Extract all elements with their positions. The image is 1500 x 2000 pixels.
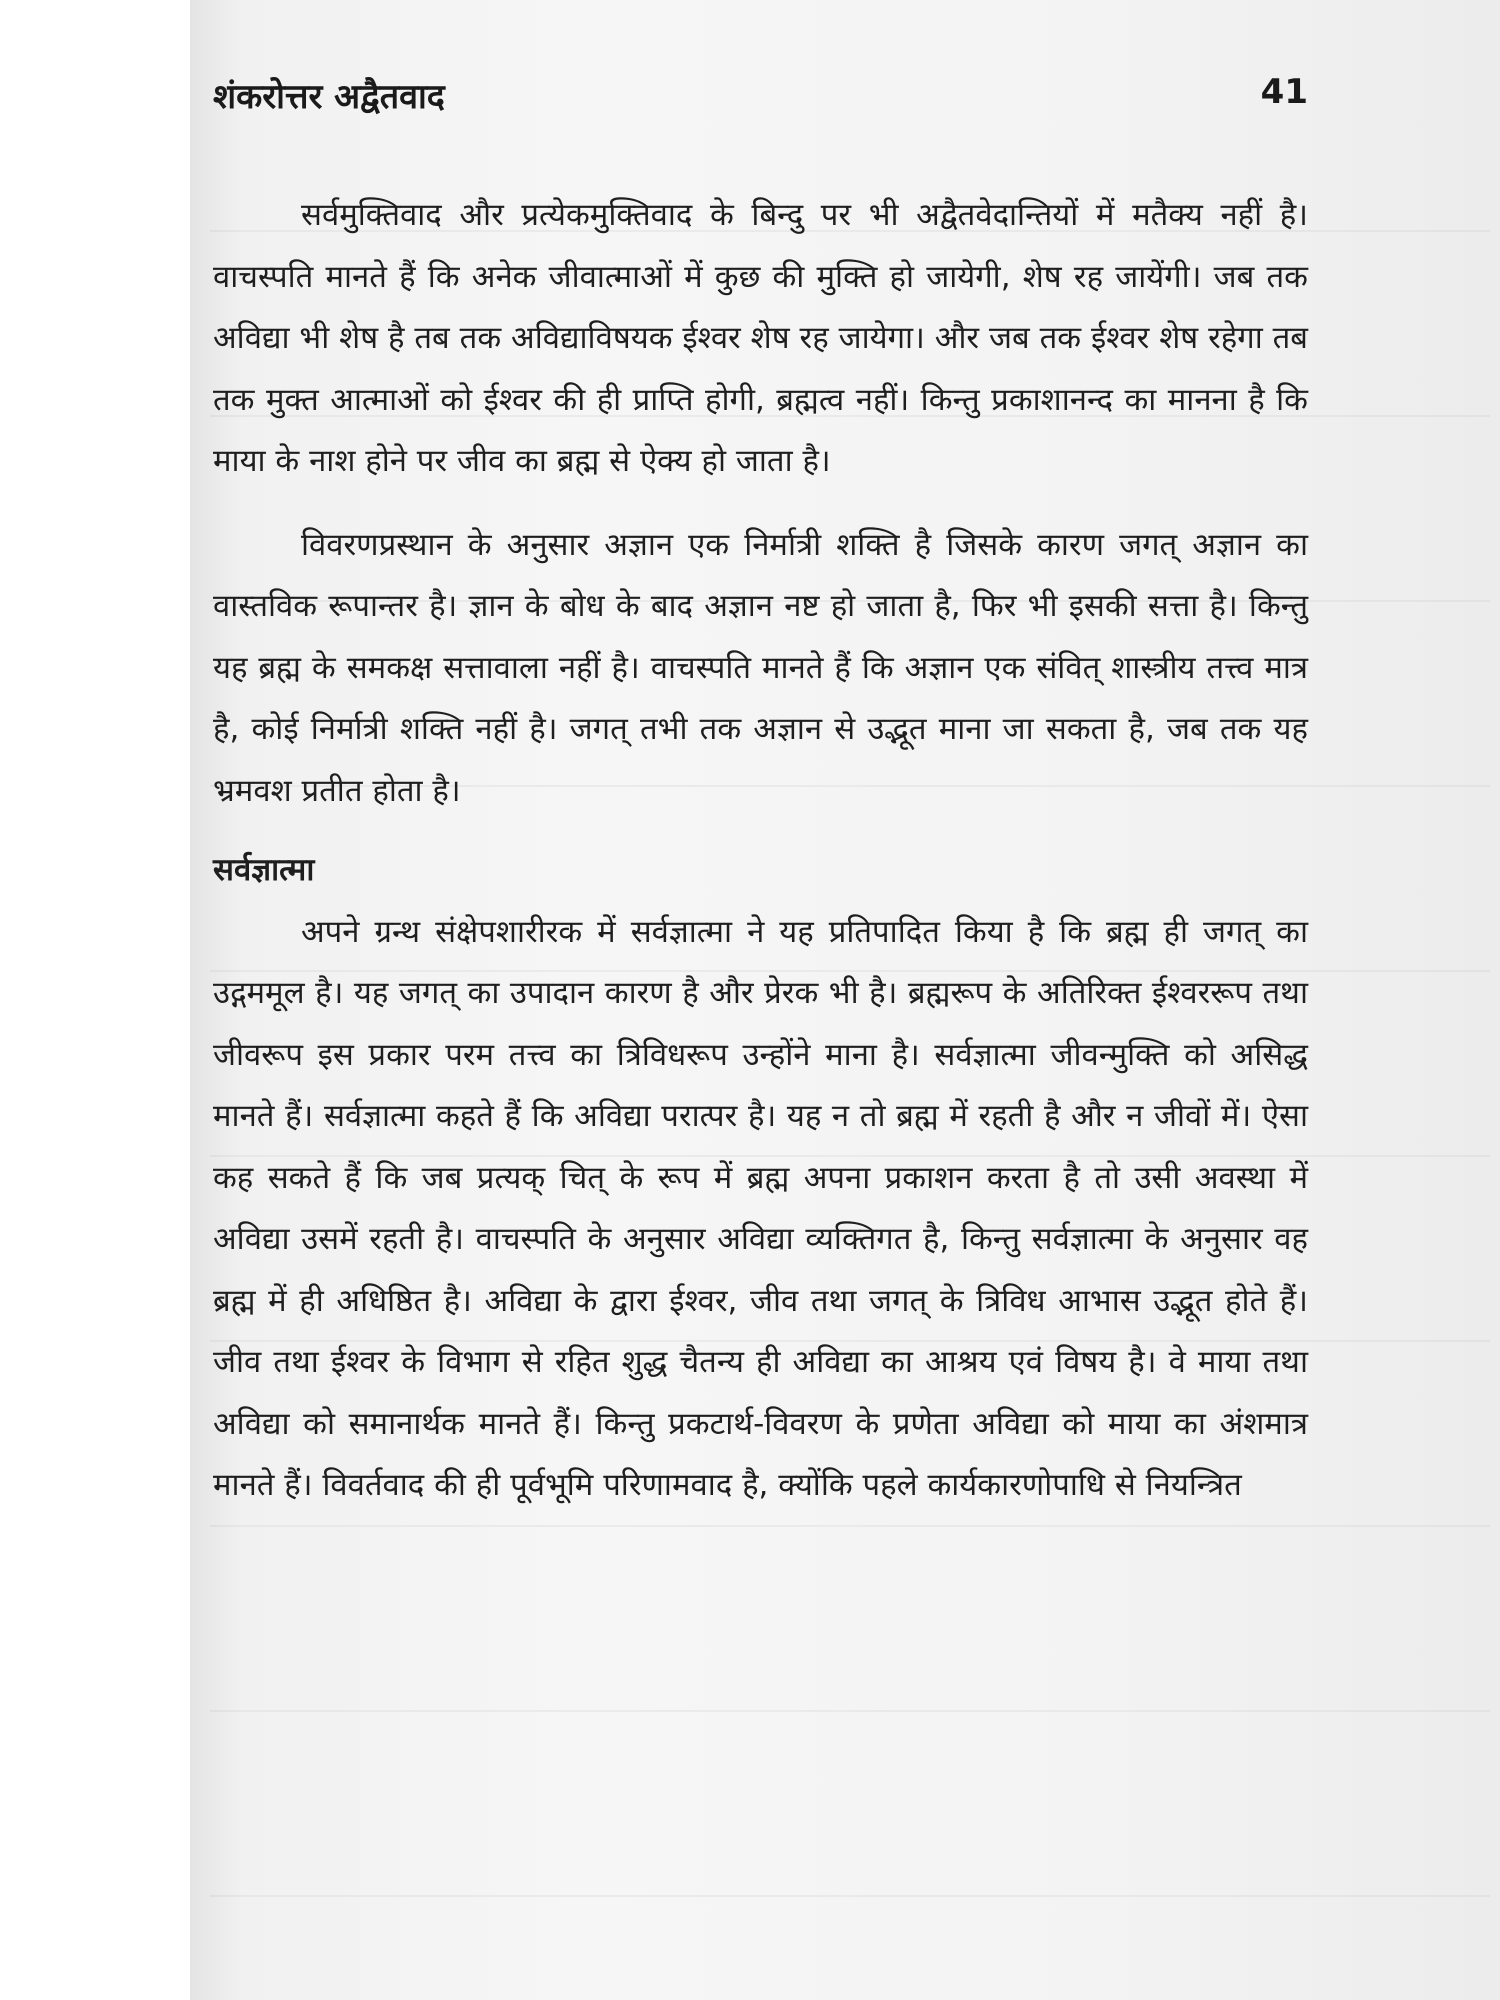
running-title: शंकरोत्तर अद्वैतवाद: [213, 77, 445, 117]
bleed-through-line: [210, 1895, 1490, 1897]
paragraph-mukti: सर्वमुक्तिवाद और प्रत्येकमुक्तिवाद के बिन्दु पर भी अद्वैतवेदान्तियों में मतैक्य नहीं है। वाचस्पति मानते हैं कि अनेक जीवात्माओं में कुछ की मुक्ति हो जायेगी, शेष रह जायेंगी। जब तक अविद्या भी शेष है तब तक अविद्याविषयक ईश्वर शेष रह जायेगा। और जब तक ईश्वर शेष रहेगा तब तक मुक्त आत्माओं को ईश्वर की ही प्राप्ति होगी, ब्रह्मत्व नहीं। किन्तु प्रकाशानन्द का मानना है कि माया के नाश होने पर जीव का ब्रह्म से ऐक्य हो जाता है।: [213, 197, 1308, 479]
page-number: 41: [1260, 72, 1308, 112]
page-body: [213, 185, 1308, 1517]
section-heading: सर्वज्ञात्मा: [213, 852, 315, 888]
paragraph-sarvajnatma: अपने ग्रन्थ संक्षेपशारीरक में सर्वज्ञात्मा ने यह प्रतिपादित किया है कि ब्रह्म ही जगत् का उद्गममूल है। यह जगत् का उपादान कारण है और प्रेरक भी है। ब्रह्मरूप के अतिरिक्त ईश्वररूप तथा जीवरूप इस प्रकार परम तत्त्व का त्रिविधरूप उन्होंने माना है। सर्वज्ञात्मा जीवन्मुक्ति को असिद्ध मानते हैं। सर्वज्ञात्मा कहते हैं कि अविद्या परात्पर है। यह न तो ब्रह्म में रहती है और न जीवों में। ऐसा कह सकते हैं कि जब प्रत्यक् चित् के रूप में ब्रह्म अपना प्रकाशन करता है तो उसी अवस्था में अविद्या उसमें रहती है। वाचस्पति के अनुसार अविद्या व्यक्तिगत है, किन्तु सर्वज्ञात्मा के अनुसार वह ब्रह्म में ही अधिष्ठित है। अविद्या के द्वारा ईश्वर, जीव तथा जगत् के त्रिविध आभास उद्भूत होते हैं। जीव तथा ईश्वर के विभाग से रहित शुद्ध चैतन्य ही अविद्या का आश्रय एवं विषय है। वे माया तथा अविद्या को समानार्थक मानते हैं। किन्तु प्रकटार्थ-विवरण के प्रणेता अविद्या को माया का अंशमात्र मानते हैं। विवर्तवाद की ही पूर्वभूमि परिणामवाद है, क्योंकि पहले कार्यकारणोपाधि से नियन्त्रित: [213, 913, 1308, 1503]
bleed-through-line: [210, 1525, 1490, 1527]
bleed-through-line: [210, 1710, 1490, 1712]
left-margin-strip: [0, 0, 190, 2000]
paragraph-vivarana: विवरणप्रस्थान के अनुसार अज्ञान एक निर्मात्री शक्ति है जिसके कारण जगत् अज्ञान का वास्तविक रूपान्तर है। ज्ञान के बोध के बाद अज्ञान नष्ट हो जाता है, फिर भी इसकी सत्ता है। किन्तु यह ब्रह्म के समकक्ष सत्तावाला नहीं है। वाचस्पति मानते हैं कि अज्ञान एक संवित् शास्त्रीय तत्त्व मात्र है, कोई निर्मात्री शक्ति नहीं है। जगत् तभी तक अज्ञान से उद्भूत माना जा सकता है, जब तक यह भ्रमवश प्रतीत होता है।: [213, 526, 1308, 809]
page-header: [213, 72, 1308, 122]
